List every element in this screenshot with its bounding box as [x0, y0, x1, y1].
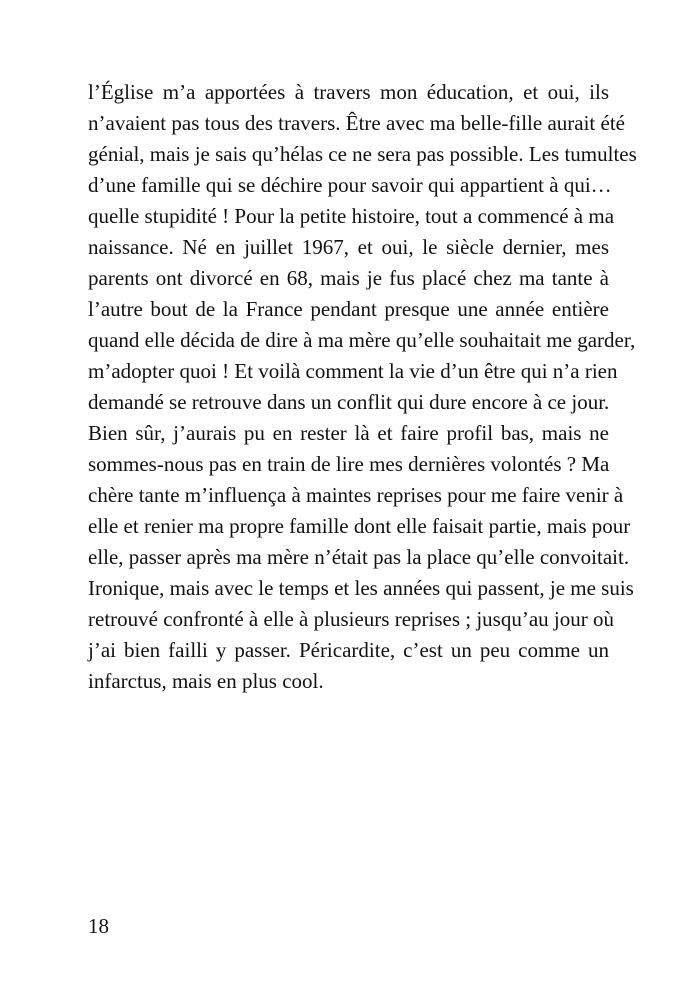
text-line: j’ai bien failli y passer. Péricardite, c’est un peu comme un: [88, 638, 609, 662]
text-line: parents ont divorcé en 68, mais je fus placé chez ma tante à: [88, 266, 609, 290]
text-line: elle, passer après ma mère n’était pas la place qu’elle convoitait.: [88, 545, 630, 569]
text-line: quelle stupidité ! Pour la petite histoire, tout a commencé à ma: [88, 204, 615, 228]
text-line: d’une famille qui se déchire pour savoir qui appartient à qui…: [88, 173, 612, 197]
text-line-last: infarctus, mais en plus cool.: [88, 669, 324, 693]
text-line: sommes-nous pas en train de lire mes dernières volontés ? Ma: [88, 452, 610, 476]
text-line: génial, mais je sais qu’hélas ce ne sera pas possible. Les tumultes: [88, 142, 637, 166]
text-line: n’avaient pas tous des travers. Être avec ma belle-fille aurait été: [88, 111, 625, 135]
page-number: 18: [88, 914, 109, 938]
text-line: quand elle décida de dire à ma mère qu’elle souhaitait me garder,: [88, 328, 636, 352]
text-line: l’Église m’a apportées à travers mon éducation, et oui, ils: [88, 80, 609, 104]
text-line: elle et renier ma propre famille dont elle faisait partie, mais pour: [88, 514, 631, 538]
body-paragraph: [88, 77, 637, 697]
text-line: Bien sûr, j’aurais pu en rester là et faire profil bas, mais ne: [88, 421, 609, 445]
text-line: naissance. Né en juillet 1967, et oui, le siècle dernier, mes: [88, 235, 609, 259]
text-line: m’adopter quoi ! Et voilà comment la vie d’un être qui n’a rien: [88, 359, 618, 383]
text-line: demandé se retrouve dans un conflit qui dure encore à ce jour.: [88, 390, 610, 414]
text-line: Ironique, mais avec le temps et les années qui passent, je me suis: [88, 576, 634, 600]
text-line: chère tante m’influença à maintes reprises pour me faire venir à: [88, 483, 624, 507]
text-line: retrouvé confronté à elle à plusieurs reprises ; jusqu’au jour où: [88, 607, 614, 631]
text-line: l’autre bout de la France pendant presque une année entière: [88, 297, 609, 321]
